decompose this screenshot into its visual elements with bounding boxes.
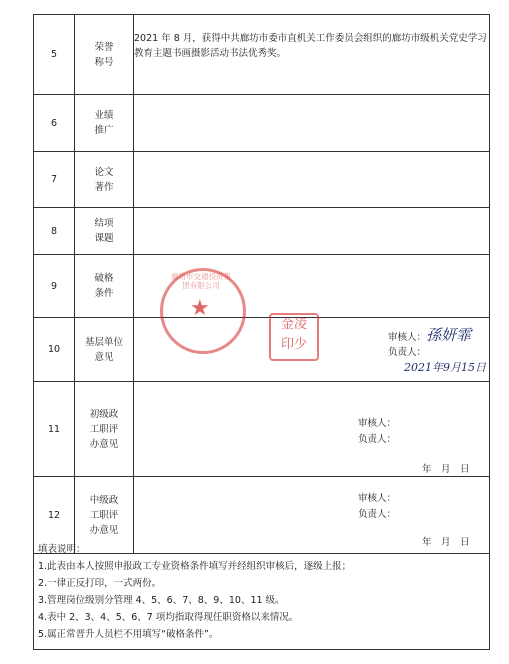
signed-date: 2021年9月15日 bbox=[404, 361, 486, 374]
reviewer-signature: 孫妍霏 bbox=[426, 326, 472, 344]
seal-star-icon: ★ bbox=[190, 296, 210, 321]
application-form-table bbox=[33, 14, 490, 554]
row-label-text: 中级政 工职评 办意见 bbox=[89, 494, 119, 536]
row-number: 12 bbox=[34, 477, 75, 554]
row-label-text: 荣誉 称号 bbox=[94, 41, 114, 68]
reviewer-label: 审核人： bbox=[358, 418, 397, 429]
notes-title: 填表说明： bbox=[38, 544, 86, 555]
reviewer-label: 审核人： bbox=[388, 332, 427, 343]
table-row bbox=[34, 152, 490, 208]
row-label-text: 基层单位 意见 bbox=[84, 336, 123, 363]
table-row bbox=[34, 382, 490, 477]
row-number: 7 bbox=[34, 152, 75, 208]
date-labels: 年 月 日 bbox=[422, 464, 470, 475]
row-number: 10 bbox=[34, 318, 75, 382]
table-row bbox=[34, 208, 490, 255]
responsible-label: 负责人： bbox=[358, 434, 397, 445]
date-labels: 年 月 日 bbox=[422, 537, 470, 548]
row-label bbox=[75, 152, 134, 208]
row-label-text: 结项 课题 bbox=[94, 218, 114, 244]
row-label bbox=[75, 95, 134, 152]
notes-item: 1.此表由本人按照申报政工专业资格条件填写并经组织审核后，逐级上报； bbox=[38, 561, 352, 572]
row-label bbox=[75, 15, 134, 95]
personal-seal bbox=[269, 313, 319, 361]
notes-item: 3.管理岗位级别分管理 4、5、6、7、8、9、10、11 级。 bbox=[38, 595, 285, 606]
reviewer-line bbox=[388, 328, 471, 345]
row-number: 6 bbox=[34, 95, 75, 152]
row-label-text: 破格 条件 bbox=[94, 273, 114, 299]
papers-content bbox=[134, 152, 490, 208]
personal-seal-text: 金凌 印少 bbox=[280, 317, 307, 352]
table-row bbox=[34, 318, 490, 382]
row-label-text: 业绩 推广 bbox=[94, 110, 114, 136]
row-label-text: 初级政 工职评 办意见 bbox=[89, 408, 119, 450]
table-row bbox=[34, 15, 490, 95]
responsible-label: 负责人： bbox=[388, 347, 427, 358]
row-number: 9 bbox=[34, 255, 75, 318]
table-row bbox=[34, 95, 490, 152]
table-row bbox=[34, 255, 490, 318]
row-label bbox=[75, 208, 134, 255]
row-label bbox=[75, 382, 134, 477]
notes-item: 4.表中 2、3、4、5、6、7 项均指取得现任职资格以来情况。 bbox=[38, 612, 299, 623]
performance-content bbox=[134, 95, 490, 152]
notes-item: 5.属正常晋升人员栏不用填写“破格条件”。 bbox=[38, 629, 219, 640]
row-label bbox=[75, 255, 134, 318]
projects-content bbox=[134, 208, 490, 255]
row-label bbox=[75, 318, 134, 382]
row-label-text: 论文 著作 bbox=[94, 166, 114, 193]
honor-text: 2021 年 8 月，获得中共廊坊市委市直机关工作委员会组织的廊坊市级机关党史学习教育主题书画摄影活动书法优秀奖。 bbox=[134, 33, 487, 59]
row-number: 5 bbox=[34, 15, 75, 95]
honor-content bbox=[134, 15, 490, 95]
junior-opinion-content bbox=[134, 382, 490, 477]
row-number: 11 bbox=[34, 382, 75, 477]
responsible-label: 负责人： bbox=[358, 509, 397, 520]
filling-instructions bbox=[33, 540, 490, 650]
row-number: 8 bbox=[34, 208, 75, 255]
notes-item: 2.一律正反打印，一式两份。 bbox=[38, 578, 162, 589]
seal-text: 廊坊市交通投资集团有限公司 bbox=[171, 272, 231, 290]
reviewer-label: 审核人： bbox=[358, 493, 397, 504]
